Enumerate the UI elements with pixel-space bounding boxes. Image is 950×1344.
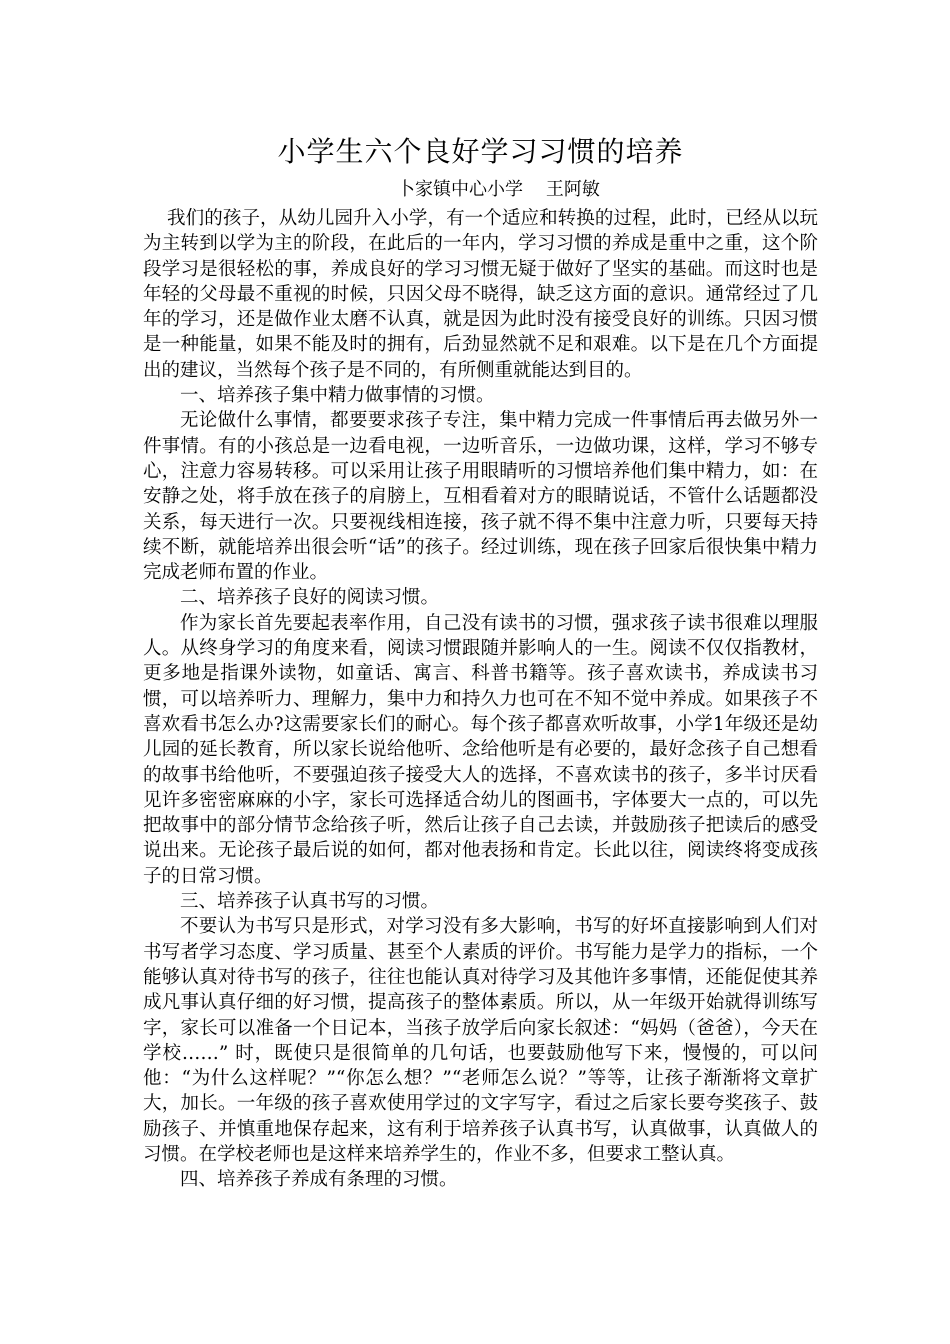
section-heading-3: 三、培养孩子认真书写的习惯。 [180,891,440,913]
section-heading-4: 四、培养孩子养成有条理的习惯。 [180,1169,458,1191]
section-body-3: 不要认为书写只是形式，对学习没有多大影响，书写的好坏直接影响到人们对书写者学习态度、学习质量、甚至个人素质的评价。书写能力是学力的指标，一个能够认真对待书写的孩子，往往也能认真对待学习及其他许多事情，还能促使其养成凡事认真仔细的好习惯，提高孩子的整体素质。所以，从一年级开始就得训练写字，家长可以准备一个日记本，当孩子放学后向家长叙述：“妈妈（爸爸），今天在学校……” 时，既使只是很简单的几句话，也要鼓励他写下来，慢慢的，可以问他：“为什么这样呢？”“你怎么想？”“老师怎么说？”等等，让孩子渐渐将文章扩大，加长。一年级的孩子喜欢使用学过的文字写字，看过之后家长要夸奖孩子、鼓励孩子、并慎重地保存起来，这有利于培养孩子认真书写，认真做事，认真做人的习惯。在学校老师也是这样来培养学生的，作业不多，但要求工整认真。 [143,916,818,1165]
document-page [143,128,818,1193]
author-byline: 卜家镇中心小学 王阿敏 [397,179,600,200]
section-heading-1: 一、培养孩子集中精力做事情的习惯。 [180,385,495,407]
section-body-2: 作为家长首先要起表率作用，自己没有读书的习惯，强求孩子读书很难以理服人。从终身学习的角度来看，阅读习惯跟随并影响人的一生。阅读不仅仅指教材，更多地是指课外读物，如童话、寓言、科普书籍等。孩子喜欢读书，养成读书习惯，可以培养听力、理解力，集中力和持久力也可在不知不觉中养成。如果孩子不喜欢看书怎么办?这需要家长们的耐心。每个孩子都喜欢听故事，小学1年级还是幼儿园的延长教育，所以家长说给他听、念给他听是有必要的，最好念孩子自己想看的故事书给他听，不要强迫孩子接受大人的选择，不喜欢读书的孩子，多半讨厌看见许多密密麻麻的小字，家长可选择适合幼儿的图画书，字体要大一点的，可以先把故事中的部分情节念给孩子听，然后让孩子自己去读，并鼓励孩子把读后的感受说出来。无论孩子最后说的如何，都对他表扬和肯定。长此以往，阅读终将变成孩子的日常习惯。 [143,612,818,887]
section-heading-2: 二、培养孩子良好的阅读习惯。 [180,587,440,609]
section-body-1: 无论做什么事情，都要要求孩子专注，集中精力完成一件事情后再去做另外一件事情。有的小孩总是一边看电视，一边听音乐，一边做功课，这样，学习不够专心，注意力容易转移。可以采用让孩子用眼睛听的习惯培养他们集中精力，如：在安静之处，将手放在孩子的肩膀上，互相看着对方的眼睛说话，不管什么话题都没关系，每天进行一次。只要视线相连接，孩子就不得不集中注意力听，只要每天持续不断，就能培养出很会听“话”的孩子。经过训练，现在孩子回家后很快集中精力完成老师布置的作业。 [143,410,818,584]
intro-paragraph: 我们的孩子，从幼儿园升入小学，有一个适应和转换的过程，此时，已经从以玩为主转到以学为主的阶段，在此后的一年内，学习习惯的养成是重中之重，这个阶段学习是很轻松的事，养成良好的学习习惯无疑于做好了坚实的基础。而这时也是年轻的父母最不重视的时候，只因父母不晓得，缺乏这方面的意识。通常经过了几年的学习，还是做作业太磨不认真，就是因为此时没有接受良好的训练。只因习惯是一种能量，如果不能及时的拥有，后劲显然就不足和艰难。以下是在几个方面提出的建议，当然每个孩子是不同的，有所侧重就能达到目的。 [143,208,818,381]
document-title: 小学生六个良好学习习惯的培养 [277,135,684,168]
